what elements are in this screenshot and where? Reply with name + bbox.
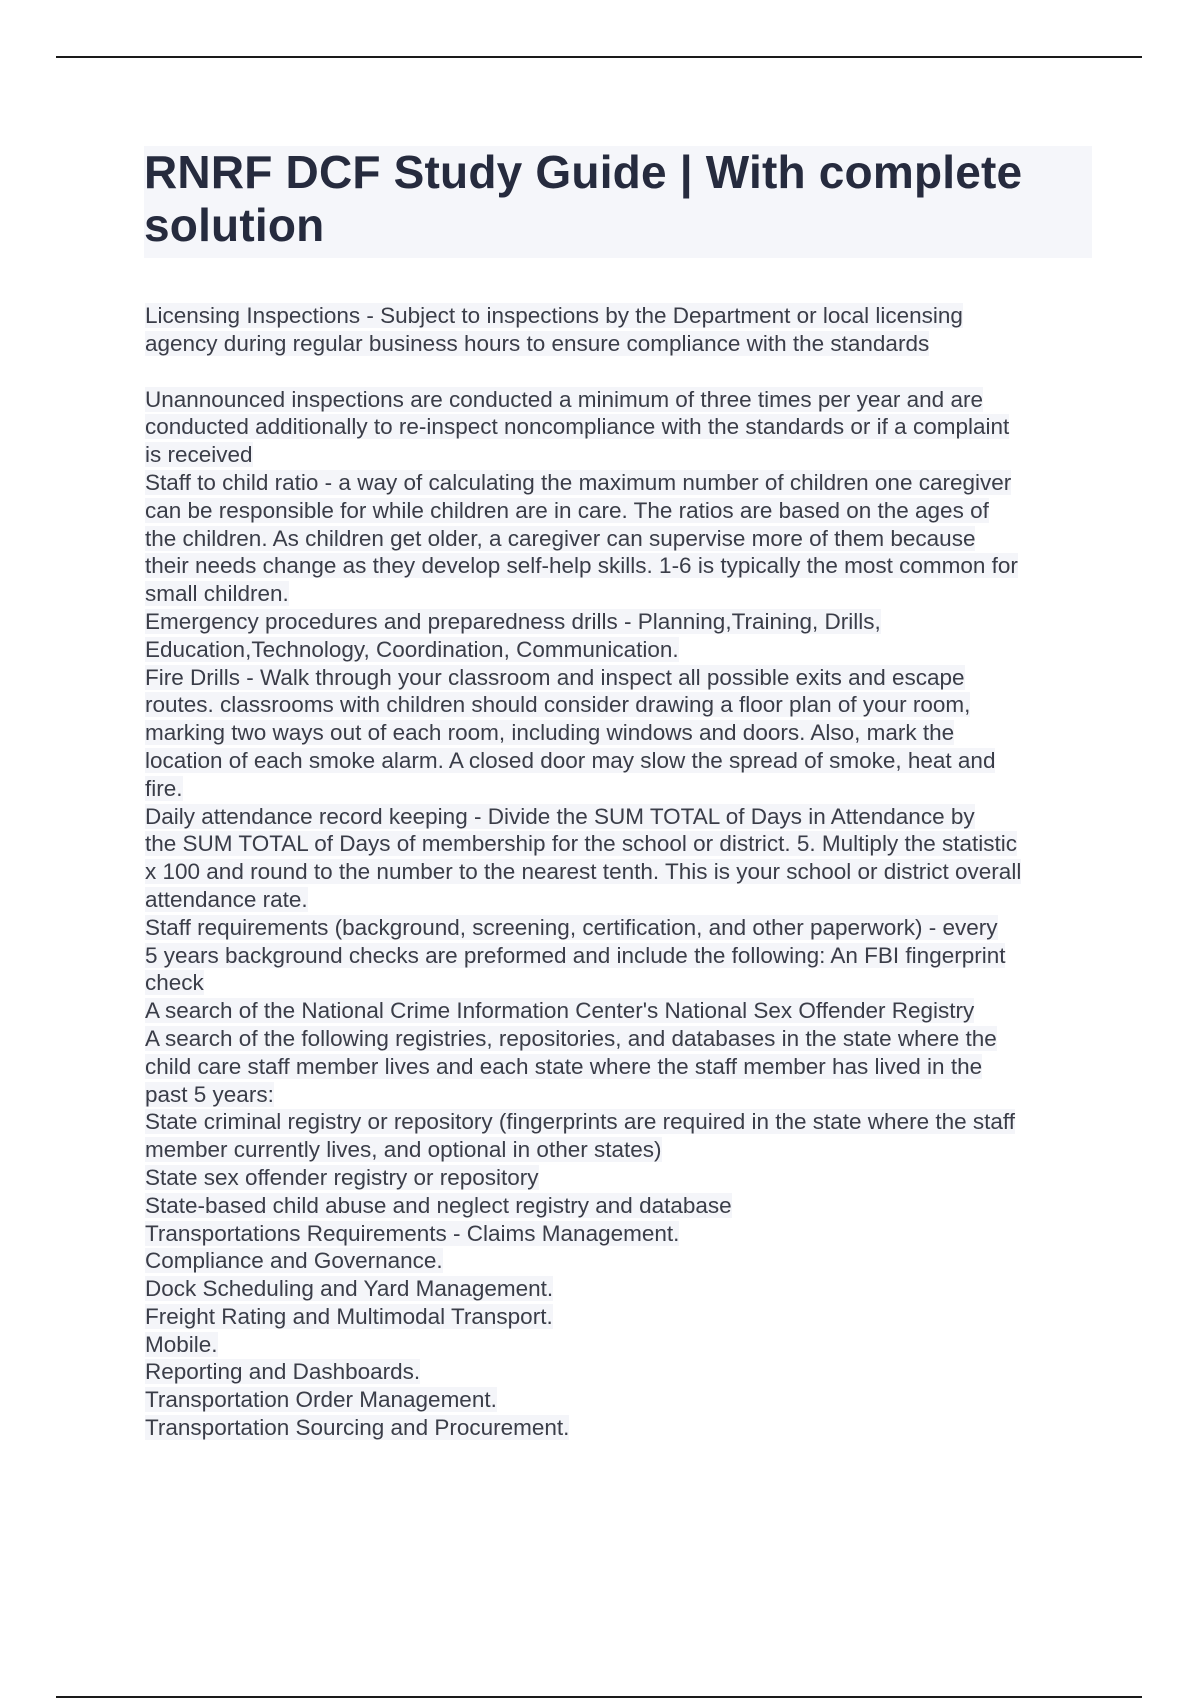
paragraph-gap [145, 358, 1095, 386]
document-line [145, 1108, 1095, 1136]
document-line-text: marking two ways out of each room, including windows and doors. Also, mark the [145, 720, 955, 746]
document-line [145, 830, 1095, 858]
document-line [145, 1275, 1095, 1303]
document-line [145, 1386, 1095, 1414]
document-line-text: A search of the following registries, repositories, and databases in the state where the [145, 1025, 997, 1051]
document-line-text: conducted additionally to re-inspect noncompliance with the standards or if a complaint [145, 414, 1010, 440]
document-line-text: Education,Technology, Coordination, Communication. [145, 636, 679, 662]
document-line [145, 386, 1095, 414]
document-line-text: Emergency procedures and preparedness drills - Planning,Training, Drills, [145, 608, 881, 634]
document-line-text: Freight Rating and Multimodal Transport. [145, 1303, 553, 1329]
document-line [145, 1081, 1095, 1109]
document-line [145, 302, 1095, 330]
document-line-text: State sex offender registry or repository [145, 1164, 539, 1190]
document-line-text: can be responsible for while children are in care. The ratios are based on the ages of [145, 497, 989, 523]
document-line [145, 636, 1095, 664]
document-line [145, 413, 1095, 441]
document-line [145, 1164, 1095, 1192]
document-line-text: Daily attendance record keeping - Divide the SUM TOTAL of Days in Attendance by [145, 803, 975, 829]
document-line [145, 858, 1095, 886]
document-line-text: past 5 years: [145, 1081, 274, 1107]
document-line [145, 1331, 1095, 1359]
document-line-text: the children. As children get older, a caregiver can supervise more of them because [145, 525, 976, 551]
document-line [145, 691, 1095, 719]
document-line-text: small children. [145, 581, 289, 607]
document-line-text: Mobile. [145, 1331, 218, 1357]
document-line [145, 1358, 1095, 1386]
document-line-text: Transportation Sourcing and Procurement. [145, 1415, 570, 1441]
document-line-text: Dock Scheduling and Yard Management. [145, 1276, 554, 1302]
document-line-text: Staff to child ratio - a way of calculating the maximum number of children one caregiver [145, 469, 1012, 495]
document-line-text: Fire Drills - Walk through your classroom and inspect all possible exits and escape [145, 664, 965, 690]
document-line-text: x 100 and round to the number to the nearest tenth. This is your school or district overall [145, 859, 1022, 885]
document-line-text: Staff requirements (background, screening, certification, and other paperwork) - every [145, 914, 998, 940]
document-line [145, 914, 1095, 942]
document-body [145, 302, 1095, 1442]
document-line [145, 469, 1095, 497]
header-rule [56, 56, 1142, 58]
document-line [145, 775, 1095, 803]
document-line-text: routes. classrooms with children should consider drawing a floor plan of your room, [145, 692, 971, 718]
document-line-text: agency during regular business hours to ensure compliance with the standards [145, 330, 930, 356]
document-line-text: Compliance and Governance. [145, 1248, 443, 1274]
document-line-text: 5 years background checks are preformed and include the following: An FBI fingerprint [145, 942, 1006, 968]
document-line [145, 1414, 1095, 1442]
document-line [145, 969, 1095, 997]
title-block [144, 146, 1092, 258]
document-line-text: check [145, 970, 204, 996]
document-line [145, 580, 1095, 608]
title-line-2: solution [144, 199, 325, 251]
document-line [145, 330, 1095, 358]
document-line-text: fire. [145, 775, 183, 801]
document-line-text: Unannounced inspections are conducted a minimum of three times per year and are [145, 386, 983, 412]
document-line [145, 1247, 1095, 1275]
footer-rule [56, 1696, 1142, 1698]
document-line-text: Reporting and Dashboards. [145, 1359, 421, 1385]
document-line [145, 1025, 1095, 1053]
document-line-text: Transportation Order Management. [145, 1387, 497, 1413]
document-line [145, 441, 1095, 469]
document-line-text: Licensing Inspections - Subject to inspections by the Department or local licensing [145, 303, 963, 328]
document-line [145, 664, 1095, 692]
document-line-text: State criminal registry or repository (fingerprints are required in the state where the staff [145, 1109, 1015, 1135]
document-line-text: the SUM TOTAL of Days of membership for the school or district. 5. Multiply the statistic [145, 831, 1017, 857]
document-line [145, 719, 1095, 747]
title-line-1: RNRF DCF Study Guide | With complete [144, 146, 1023, 198]
document-line-text: child care staff member lives and each state where the staff member has lived in the [145, 1053, 983, 1079]
document-line-text: is received [145, 442, 253, 468]
document-line-text: A search of the National Crime Information Center's National Sex Offender Registry [145, 998, 975, 1024]
document-line-text: location of each smoke alarm. A closed door may slow the spread of smoke, heat and [145, 747, 996, 773]
document-line [145, 1192, 1095, 1220]
document-line [145, 1303, 1095, 1331]
document-line-text: their needs change as they develop self-help skills. 1-6 is typically the most common for [145, 553, 1018, 579]
document-line-text: member currently lives, and optional in other states) [145, 1137, 662, 1163]
document-line [145, 886, 1095, 914]
document-line [145, 552, 1095, 580]
document-line-text: State-based child abuse and neglect registry and database [145, 1192, 732, 1218]
document-line [145, 1220, 1095, 1248]
document-line-text: attendance rate. [145, 886, 308, 912]
document-line [145, 608, 1095, 636]
document-line [145, 1053, 1095, 1081]
document-line [145, 525, 1095, 553]
document-line [145, 747, 1095, 775]
document-line [145, 803, 1095, 831]
document-line [145, 997, 1095, 1025]
document-line [145, 942, 1095, 970]
document-line [145, 497, 1095, 525]
document-line [145, 1136, 1095, 1164]
page-title [144, 146, 1092, 252]
document-line-text: Transportations Requirements - Claims Management. [145, 1220, 680, 1246]
